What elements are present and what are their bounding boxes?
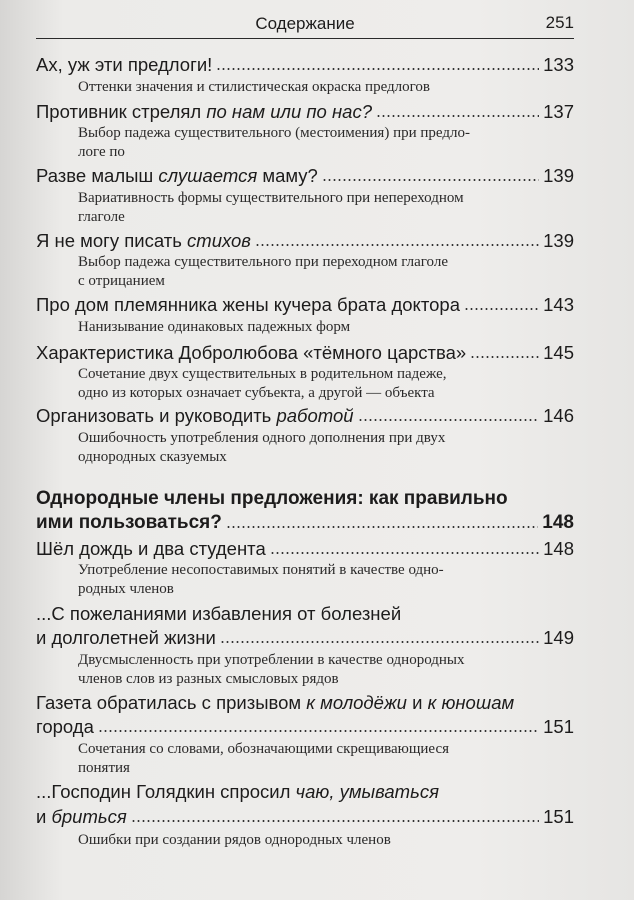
toc-entry[interactable] [36, 54, 574, 76]
toc-entry-description [78, 78, 570, 97]
title-text: Газета обратилась с призывом [36, 692, 307, 713]
description-line: Ошибочность употребления одного дополнения при двух [78, 430, 446, 446]
toc-entry-description [78, 189, 570, 227]
toc-entry-title [36, 405, 354, 427]
dot-leader [322, 178, 539, 182]
toc-entry-page: 146 [543, 405, 574, 426]
description-line: Выбор падежа существительного (местоимения) при предло- [78, 125, 470, 141]
table-of-contents [36, 0, 574, 900]
dot-leader [255, 243, 539, 247]
dot-leader [216, 67, 539, 71]
description-line: родных членов [78, 581, 174, 597]
dot-leader [98, 729, 539, 733]
toc-entry[interactable] [36, 230, 574, 252]
dot-leader [226, 525, 538, 529]
description-line: однородных сказуемых [78, 449, 227, 465]
title-italic: слушается [158, 165, 258, 186]
toc-entry[interactable] [36, 101, 574, 123]
description-line: логе по [78, 144, 125, 160]
toc-entry-title-line [36, 781, 439, 803]
toc-entry[interactable] [36, 405, 574, 427]
toc-entry-title [36, 230, 251, 252]
toc-entry-title: города [36, 716, 94, 737]
dot-leader [131, 819, 539, 823]
toc-entry[interactable] [36, 294, 574, 316]
title-text: и [406, 692, 428, 713]
toc-entry-description [78, 318, 570, 337]
toc-entry-description [78, 561, 570, 599]
toc-entry-title: и долголетней жизни [36, 627, 216, 648]
page-number: 251 [545, 13, 574, 32]
title-italic: стихов [187, 230, 251, 251]
toc-entry-title: Характеристика Добролюбова «тёмного царства» [36, 342, 467, 363]
toc-entry-page: 151 [543, 806, 574, 827]
toc-entry-description [78, 831, 570, 850]
toc-entry-page: 139 [543, 230, 574, 251]
description-line: Двусмысленность при употреблении в качестве однородных [78, 652, 465, 668]
description-line: с отрицанием [78, 273, 165, 289]
toc-entry-page: 148 [542, 512, 574, 533]
toc-entry-title-line [36, 692, 514, 714]
description-line: Выбор падежа существительного при переходном глаголе [78, 254, 448, 270]
toc-entry-description [78, 253, 570, 291]
dot-leader [470, 355, 539, 359]
title-italic: чаю, умываться [295, 781, 439, 802]
title-italic: работой [276, 405, 354, 426]
toc-entry-description [78, 429, 570, 467]
toc-entry[interactable] [36, 806, 574, 828]
description-line: Употребление несопоставимых понятий в качестве одно- [78, 562, 444, 578]
description-line: Ошибки при создании рядов однородных членов [78, 832, 391, 848]
description-line: глаголе [78, 209, 125, 225]
description-line: членов слов из разных смысловых рядов [78, 671, 339, 687]
dot-leader [464, 307, 539, 311]
toc-entry-title [36, 165, 318, 187]
description-line: понятия [78, 760, 130, 776]
toc-entry-page: 139 [543, 165, 574, 186]
toc-entry[interactable] [36, 165, 574, 187]
toc-entry[interactable] [36, 603, 574, 625]
toc-entry-page: 143 [543, 294, 574, 315]
toc-entry-page: 149 [543, 627, 574, 648]
dot-leader [270, 551, 539, 555]
section-heading[interactable] [36, 488, 574, 510]
toc-entry-title: Про дом племянника жены кучера брата доктора [36, 294, 460, 315]
title-text: Я не могу писать [36, 230, 188, 251]
title-text: маму? [257, 165, 318, 186]
toc-entry-page: 145 [543, 342, 574, 363]
toc-entry-description [78, 651, 570, 689]
title-text: ...Господин Голядкин спросил [36, 781, 296, 802]
section-heading-line: Однородные члены предложения: как правильно [36, 488, 508, 509]
toc-entry-title [36, 101, 372, 123]
page-title: Содержание [255, 14, 355, 33]
toc-entry[interactable] [36, 538, 574, 560]
toc-entry-description [78, 740, 570, 778]
title-text: и [36, 806, 52, 827]
section-heading-title: ими пользоваться? [36, 512, 222, 533]
toc-entry-page: 151 [543, 716, 574, 737]
description-line: Нанизывание одинаковых падежных форм [78, 319, 351, 335]
description-line: Сочетания со словами, обозначающими скрещивающиеся [78, 741, 450, 757]
toc-entry-description [78, 365, 570, 403]
toc-entry-page: 148 [543, 538, 574, 559]
toc-entry-title [36, 806, 127, 828]
dot-leader [220, 640, 539, 644]
toc-entry[interactable] [36, 627, 574, 649]
toc-entry[interactable] [36, 781, 574, 803]
title-italic: бриться [51, 806, 127, 827]
title-italic: к молодёжи [306, 692, 407, 713]
description-line: одно из которых означает субъекта, а другой — объекта [78, 385, 435, 401]
toc-entry[interactable] [36, 692, 574, 714]
toc-entry-title-line: ...С пожеланиями избавления от болезней [36, 603, 402, 624]
toc-entry[interactable] [36, 342, 574, 364]
description-line: Вариативность формы существительного при непереходном [78, 190, 464, 206]
description-line: Сочетание двух существительных в родительном падеже, [78, 366, 447, 382]
dot-leader [376, 114, 539, 118]
toc-entry-page: 133 [543, 54, 574, 75]
title-text: Организовать и руководить [36, 405, 277, 426]
toc-entry-page: 137 [543, 101, 574, 122]
dot-leader [358, 418, 540, 422]
toc-entry-title: Ах, уж эти предлоги! [36, 54, 213, 75]
title-text: Противник стрелял [36, 101, 207, 122]
title-italic: по нам или по нас? [206, 101, 372, 122]
description-line: Оттенки значения и стилистическая окраска предлогов [78, 79, 431, 95]
title-text: Разве малыш [36, 165, 159, 186]
toc-entry-title: Шёл дождь и два студента [36, 538, 266, 559]
toc-entry-description [78, 124, 570, 162]
title-italic: к юношам [427, 692, 515, 713]
toc-entry[interactable] [36, 716, 574, 738]
section-heading[interactable] [36, 512, 574, 534]
